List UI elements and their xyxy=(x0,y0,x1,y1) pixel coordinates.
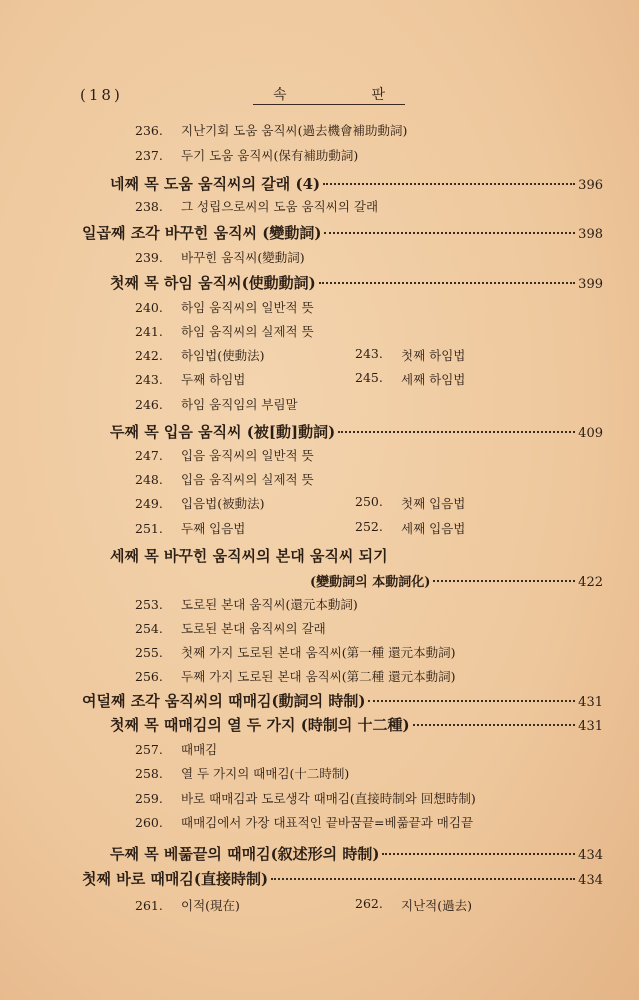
dot-leader xyxy=(319,282,575,284)
dot-leader xyxy=(338,431,575,433)
entry-number: 237. xyxy=(135,148,163,163)
entry-title: 입음 움직씨의 실제적 뜻 xyxy=(181,472,314,487)
toc-entry-item xyxy=(135,789,476,807)
entry-number: 261. xyxy=(135,898,163,913)
heading-title: 일곱째 조각 바꾸힌 움직씨 (變動詞) xyxy=(82,224,322,242)
page-reference: 399 xyxy=(578,277,603,292)
toc-entry-item xyxy=(135,494,466,512)
entry-number: 262. xyxy=(355,896,383,911)
page-reference: 431 xyxy=(578,719,603,734)
toc-entry-item xyxy=(135,197,378,215)
page-reference: 431 xyxy=(578,695,603,710)
entry-number: 242. xyxy=(135,348,163,363)
second-entry xyxy=(355,370,465,388)
toc-entry-item xyxy=(135,298,314,316)
entry-number: 250. xyxy=(355,494,383,509)
entry-number: 251. xyxy=(135,521,163,536)
heading-title: 첫째 목 하임 움직씨(使動動詞) xyxy=(110,274,316,292)
entry-title: 두째 가지 도로된 본대 움직씨(第二種 還元本動詞) xyxy=(181,669,456,684)
entry-title: 이적(現在) xyxy=(181,898,240,913)
heading-title: (變動詞의 本動詞化) xyxy=(310,575,431,590)
entry-title: 첫째 하임법 xyxy=(401,348,466,363)
toc-entry-item xyxy=(135,619,326,637)
page-reference: 409 xyxy=(578,426,603,441)
entry-title: 지난기회 도움 움직씨(過去機會補助動詞) xyxy=(181,123,408,138)
toc-entry-section xyxy=(110,843,603,864)
toc-entry-section xyxy=(110,714,603,735)
entry-title: 도로된 본대 움직씨(還元本動詞) xyxy=(181,597,358,612)
entry-number: 257. xyxy=(135,742,163,757)
entry-number: 239. xyxy=(135,250,163,265)
heading-title: 첫째 목 때매김의 열 두 가지 (時制의 十二種) xyxy=(110,716,410,734)
dot-leader xyxy=(368,700,575,702)
second-entry xyxy=(355,519,465,537)
toc-entry-section xyxy=(110,421,603,442)
entry-number: 240. xyxy=(135,300,163,315)
heading-title: 여덜째 조각 움직씨의 때매김(動詞의 時制) xyxy=(82,692,366,710)
page-reference: 434 xyxy=(578,873,603,888)
toc-entry-item xyxy=(135,370,466,388)
toc-entry-chapter xyxy=(82,690,603,711)
toc-entry-item xyxy=(135,248,305,266)
toc-entry-cont xyxy=(310,571,603,590)
toc-entry-item xyxy=(135,470,314,488)
dot-leader xyxy=(323,183,575,185)
toc-entry-chapter xyxy=(82,868,603,889)
page-reference: 434 xyxy=(578,848,603,863)
entry-number: 254. xyxy=(135,621,163,636)
entry-number: 247. xyxy=(135,448,163,463)
entry-number: 259. xyxy=(135,791,163,806)
toc-entry-item xyxy=(135,896,472,914)
entry-number: 260. xyxy=(135,815,163,830)
entry-title: 바꾸힌 움직씨(變動詞) xyxy=(181,250,305,265)
entry-number: 256. xyxy=(135,669,163,684)
heading-title: 두째 목 입음 움직씨 (被[動]動詞) xyxy=(110,423,336,441)
entry-number: 246. xyxy=(135,397,163,412)
entry-number: 236. xyxy=(135,123,163,138)
entry-title: 도로된 본대 움직씨의 갈래 xyxy=(181,621,326,636)
toc-entry-section xyxy=(110,173,603,194)
toc-entry-item xyxy=(135,121,407,139)
entry-number: 249. xyxy=(135,496,163,511)
toc-entry-item xyxy=(135,813,473,831)
heading-title: 첫째 바로 때매김(直接時制) xyxy=(82,870,269,888)
entry-number: 248. xyxy=(135,472,163,487)
entry-number: 241. xyxy=(135,324,163,339)
entry-title: 두째 하임법 xyxy=(181,372,246,387)
entry-number: 252. xyxy=(355,519,383,534)
entry-number: 258. xyxy=(135,766,163,781)
entry-title: 하임 움직씨의 실제적 뜻 xyxy=(181,324,314,339)
entry-title: 두째 입음법 xyxy=(181,521,246,536)
entry-title: 하임 움직씨의 일반적 뜻 xyxy=(181,300,314,315)
entry-title: 하임 움직임의 부림말 xyxy=(181,397,298,412)
page-reference: 422 xyxy=(578,575,603,590)
page-number: (18) xyxy=(80,86,123,104)
entry-title: 입음 움직씨의 일반적 뜻 xyxy=(181,448,314,463)
running-title-right: 판 xyxy=(371,87,385,103)
heading-title: 네째 목 도움 움직씨의 갈래 (4) xyxy=(110,175,321,193)
entry-number: 253. xyxy=(135,597,163,612)
toc-entry-item xyxy=(135,446,314,464)
toc-entry-item xyxy=(135,395,298,413)
entry-title: 바로 때매김과 도로생각 때매김(直接時制와 回想時制) xyxy=(181,791,476,806)
entry-title: 지난적(過去) xyxy=(401,898,472,913)
toc-entry-item xyxy=(135,322,314,340)
toc-entry-item xyxy=(135,519,466,537)
entry-number: 243. xyxy=(355,346,383,361)
entry-title: 세째 하임법 xyxy=(401,372,466,387)
dot-leader xyxy=(271,878,575,880)
entry-title: 세째 입음법 xyxy=(401,521,466,536)
page-reference: 398 xyxy=(578,227,603,242)
toc-entry-item xyxy=(135,764,349,782)
entry-title: 때매김 xyxy=(181,742,218,757)
toc-entry-section xyxy=(110,545,603,566)
page-reference: 396 xyxy=(578,178,603,193)
entry-title: 그 성립으로씨의 도움 움직씨의 갈래 xyxy=(181,199,379,214)
toc-entry-section xyxy=(110,272,603,293)
toc-entry-item xyxy=(135,643,456,661)
entry-title: 열 두 가지의 때매김(十二時制) xyxy=(181,766,350,781)
dot-leader xyxy=(324,232,575,234)
entry-title: 때매김에서 가장 대표적인 끝바꿈끝=베풂끝과 매김끝 xyxy=(181,815,474,830)
toc-entry-item xyxy=(135,146,358,164)
toc-entry-item xyxy=(135,346,466,364)
entry-title: 첫째 입음법 xyxy=(401,496,466,511)
second-entry xyxy=(355,494,465,512)
entry-number: 238. xyxy=(135,199,163,214)
entry-number: 245. xyxy=(355,370,383,385)
entry-number: 243. xyxy=(135,372,163,387)
second-entry xyxy=(355,346,465,364)
second-entry xyxy=(355,896,472,914)
toc-entry-item xyxy=(135,740,217,758)
toc-entry-item xyxy=(135,667,456,685)
entry-number: 255. xyxy=(135,645,163,660)
entry-title: 첫째 가지 도로된 본대 움직씨(第一種 還元本動詞) xyxy=(181,645,456,660)
entry-title: 두기 도움 움직씨(保有補助動詞) xyxy=(181,148,359,163)
dot-leader xyxy=(413,724,576,726)
dot-leader xyxy=(433,580,575,582)
toc-entry-chapter xyxy=(82,222,603,243)
heading-title: 세째 목 바꾸힌 움직씨의 본대 움직씨 되기 xyxy=(110,547,388,565)
toc-entry-item xyxy=(135,595,358,613)
heading-title: 두째 목 베풂끝의 때매김(叙述形의 時制) xyxy=(110,845,380,863)
running-title xyxy=(253,84,405,105)
dot-leader xyxy=(382,853,575,855)
running-title-left: 속 xyxy=(273,87,287,103)
entry-title: 입음법(被動法) xyxy=(181,496,265,511)
entry-title: 하임법(使動法) xyxy=(181,348,265,363)
